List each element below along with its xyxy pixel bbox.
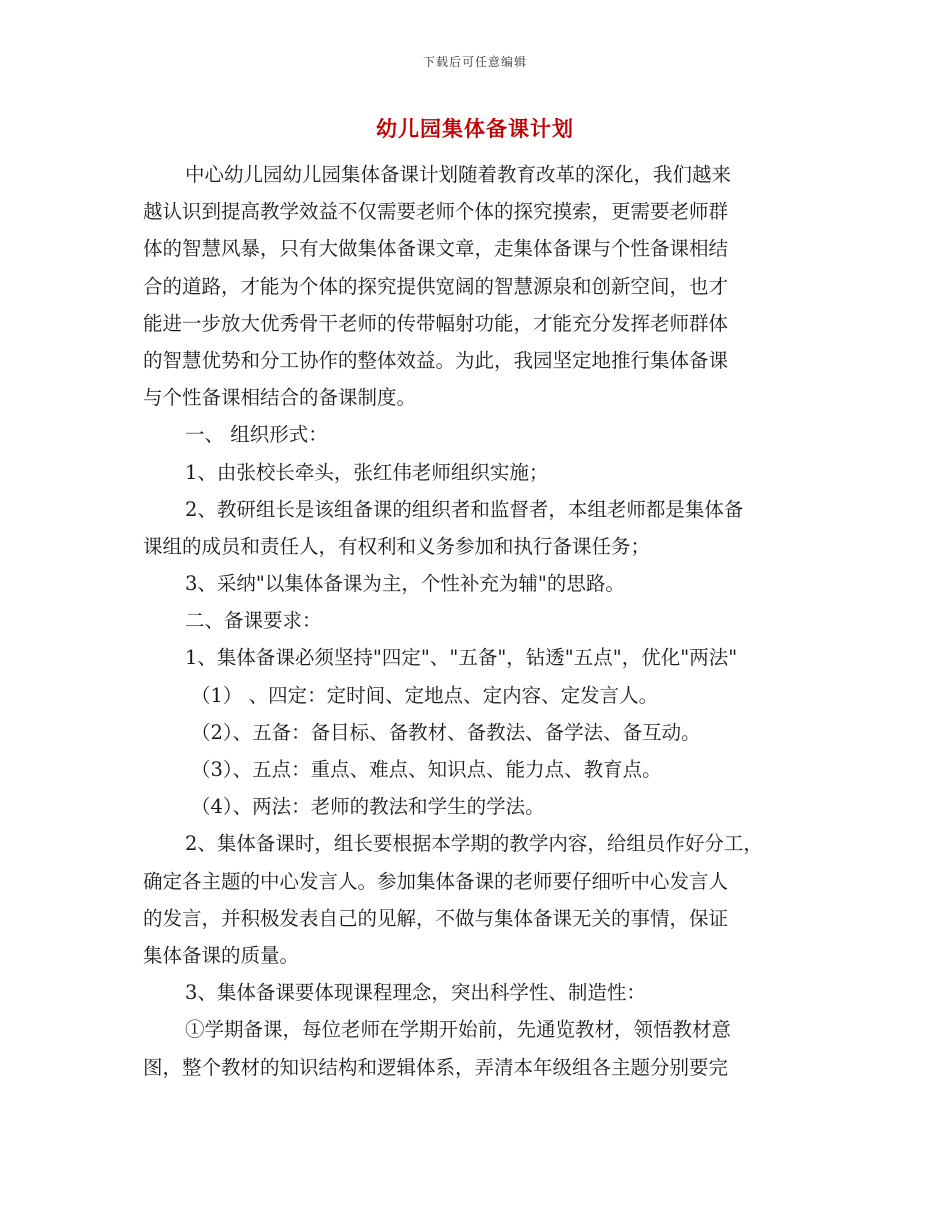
text-line: （2）、五备：备目标、备教材、备教法、备学法、备互动。 (191, 720, 701, 744)
text-line: 越认识到提高教学效益不仅需要老师个体的探究摸索，更需要老师群 (143, 200, 729, 224)
text-line: 的发言，并积极发表自己的见解，不做与集体备课无关的事情，保证 (143, 906, 729, 930)
text-line: 确定各主题的中心发言人。参加集体备课的老师要仔细听中心发言人 (143, 869, 729, 893)
text-line: 3、集体备课要体现课程理念，突出科学性、制造性： (185, 981, 646, 1005)
text-line: 体的智慧风暴，只有大做集体备课文章，走集体备课与个性备课相结 (143, 237, 729, 261)
text-line: （4）、两法：老师的教法和学生的学法。 (191, 795, 545, 819)
text-line: 1、由张校长牵头，张红伟老师组织实施； (185, 460, 549, 484)
text-line: 3、采纳"以集体备课为主，个性补充为辅"的思路。 (185, 572, 625, 596)
document-body (143, 156, 833, 1086)
text-line: 课组的成员和责任人，有权利和义务参加和执行备课任务； (143, 534, 651, 558)
text-line: ①学期备课，每位老师在学期开始前，先通览教材，领悟教材意 (185, 1018, 732, 1042)
text-line: 能进一步放大优秀骨干老师的传带幅射功能，才能充分发挥老师群体 (143, 311, 729, 335)
text-line: 2、集体备课时，组长要根据本学期的教学内容，给组员作好分工， (185, 832, 763, 856)
text-line: 2、教研组长是该组备课的组织者和监督者，本组老师都是集体备 (185, 497, 744, 521)
text-line: （1） 、四定：定时间、定地点、定内容、定发言人。 (191, 683, 659, 707)
text-line: 一、 组织形式： (185, 423, 328, 447)
text-line: 二、备课要求： (185, 609, 322, 633)
text-line: 中心幼儿园幼儿园集体备课计划随着教育改革的深化，我们越来 (185, 163, 732, 186)
text-line: （3）、五点：重点、难点、知识点、能力点、教育点。 (191, 758, 662, 781)
text-line: 与个性备课相结合的备课制度。 (143, 386, 417, 410)
text-line: 集体备课的质量。 (143, 943, 300, 967)
text-line: 图，整个教材的知识结构和逻辑体系，弄清本年级组各主题分别要完 (143, 1055, 729, 1079)
text-line: 1、集体备课必须坚持"四定"、"五备"，钻透"五点"，优化"两法" (185, 646, 738, 670)
text-line: 的智慧优势和分工协作的整体效益。为此，我园坚定地推行集体备课 (143, 348, 729, 372)
document-title: 幼儿园集体备课计划 (376, 116, 574, 141)
header-note: 下载后可任意编辑 (422, 55, 527, 69)
text-line: 合的道路，才能为个体的探究提供宽阔的智慧源泉和创新空间，也才 (143, 274, 729, 298)
